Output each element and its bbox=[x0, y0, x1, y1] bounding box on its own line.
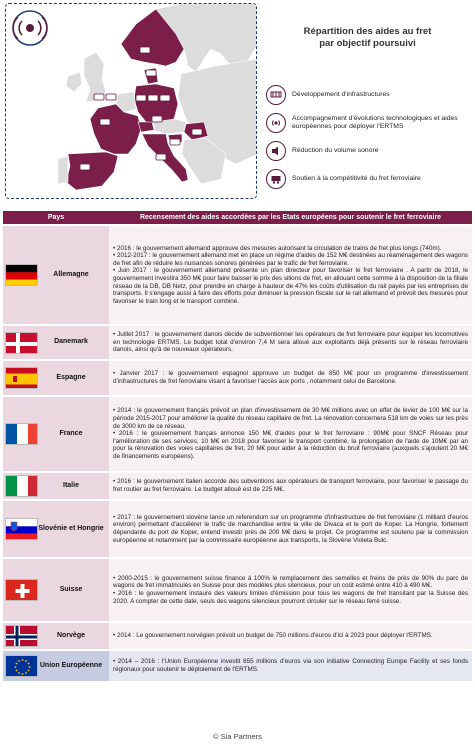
country-name: Italie bbox=[63, 481, 79, 489]
country-cell bbox=[3, 501, 109, 557]
description-cell bbox=[109, 559, 472, 621]
description-item: • 2000-2015 : le gouvernement suisse finance à 100% le remplacement des semelles et freins de près de 90% du parc de wagons de fret immatriculés en Suisse pour des modèles plus silencieux, pour un coût estimé entre 410 à 490 M€. bbox=[113, 574, 468, 590]
table-row bbox=[3, 361, 472, 395]
description-cell bbox=[109, 361, 472, 395]
legend-text-infrastructure: Développement d'infrastructures bbox=[292, 90, 390, 98]
table-row bbox=[3, 651, 472, 681]
description-item: • 2016 : le gouvernement allemand approuve des mesures autorisant la circulation de trains de fret plus longs (740m). bbox=[113, 244, 442, 252]
map-badge-italy bbox=[156, 154, 166, 160]
table-row bbox=[3, 559, 472, 621]
copyright: © Sia Partners bbox=[213, 732, 262, 741]
description-item: • 2014 : Le gouvernement norvégien prévoit un budget de 750 millions d'euros d'ici à 2023 pour déployer l'ERTMS. bbox=[113, 632, 433, 640]
flag-denmark-icon bbox=[5, 332, 38, 354]
flag-spain-icon bbox=[5, 367, 38, 389]
description-item: • Janvier 2017 : le gouvernement espagnol approuve un budget de 850 M€ pour un programme d'investissement d'infrastructures de fret ferroviaire visant à favoriser l'accès aux ports , notamment celui de Barcelone. bbox=[113, 370, 468, 385]
country-name: Allemagne bbox=[53, 270, 89, 278]
europe-map-svg bbox=[6, 4, 257, 199]
page-title-line2: par objectif poursuivi bbox=[319, 38, 416, 49]
description-item: • Juin 2017 : le gouvernement allemand présente un plan directeur pour favoriser le fret ferroviaire . A partir de 2018, le gouvernement investira 350 M€ pour faire baisser le prix des sillons de fret, en allouant cette somme à la disposition de la filiale réseau de la DB, DB Netz, pour prendre en charge à hauteur de 47% les coûts d'utilisation du rail payés par les entreprises de transports. Il s'engage aussi à faire des efforts pour diminuer la pression fiscale sur le rail allemand et prévoit des mesures pour favoriser le train long et le transport combiné. bbox=[113, 267, 468, 305]
flag-norway-icon bbox=[5, 625, 38, 647]
description-item: • Juillet 2017 : le gouvernement danois décide de subventionner les opérateurs de fret ferroviaire pour équiper les locomotives en technologie ERTMS. Le budget total d'environ 7,4 M sera alloué aux exploitants déjà présents sur le réseau ferroviaire danois, ainsi qu'à de nouveaux opérateurs. bbox=[113, 331, 468, 354]
flag-switzerland-icon bbox=[5, 579, 38, 601]
map-badge-france-1 bbox=[94, 94, 104, 100]
description-cell bbox=[109, 326, 472, 359]
description-item: • 2014 : le gouvernement français prévoit un plan d'investissement de 30 M€ millions avec un effet de levier de 100 M€ sur la période 2015-2017 pour améliorer la qualité du réseau capillaire de fret. La rénovation concernera 518 km de voies sur les près de 3000 km de ce réseau. bbox=[113, 407, 468, 430]
description-cell bbox=[109, 473, 472, 499]
map-badge-germany-2 bbox=[148, 95, 158, 101]
description-item: • 2017 : le gouvernement slovène lance un referendum sur un programme d'infrastructure de fret ferroviaire (1 milliard d'euros environ) permettant d'accélérer le trafic de marchandise entre la ville de Divaca et le port de Koper. La Hongrie, fortement dépendante du port de Koper, entend investir près de 200 M€ dans le projet. Ce programme est soutenu par la commission européenne et notamment par la commissaire européenne aux transports, la Slovène Violeta Bulc. bbox=[113, 513, 468, 544]
map-badge-germany-1 bbox=[136, 95, 146, 101]
table-header-row bbox=[3, 211, 472, 224]
map-badge-france-3 bbox=[100, 119, 110, 125]
country-cell bbox=[3, 226, 109, 324]
map-badge-norway bbox=[140, 47, 150, 53]
country-name: Espagne bbox=[56, 373, 86, 381]
map-badge-slovenia bbox=[170, 139, 180, 145]
rail-infrastructure-icon bbox=[266, 85, 286, 105]
table-row bbox=[3, 326, 472, 359]
legend-text-ertms: Accompagnement d'évolutions technologiques et aides européennes pour déployer l'ERTMS bbox=[292, 114, 458, 130]
description-item: • 2014 – 2016 : l'Union Européenne investit 655 millions d'euros via son initiative Connecting Europe Facility et ses fonds régionaux pour soutenir le déploiement de l'ERTMS. bbox=[113, 658, 468, 673]
description-cell bbox=[109, 651, 472, 681]
column-header-country: Pays bbox=[3, 211, 109, 224]
noise-reduction-icon bbox=[266, 141, 286, 161]
map-portugal bbox=[58, 156, 68, 184]
legend-item-infrastructure bbox=[266, 85, 471, 105]
country-cell bbox=[3, 361, 109, 395]
country-name: Norvège bbox=[56, 631, 85, 639]
page-title-line1: Répartition des aides au fret bbox=[303, 26, 432, 37]
legend-text-noise: Réduction du volume sonore bbox=[292, 146, 379, 154]
description-cell bbox=[109, 501, 472, 557]
table-row bbox=[3, 397, 472, 471]
legend-text-competitiveness: Soutien à la compétitivité du fret ferroviaire bbox=[292, 174, 421, 182]
country-name: Slovénie et Hongrie bbox=[38, 524, 104, 532]
flag-france-icon bbox=[5, 423, 38, 445]
map-badge-spain bbox=[80, 164, 90, 170]
description-cell bbox=[109, 397, 472, 471]
map-badge-france-2 bbox=[106, 94, 116, 100]
ertms-signal-icon bbox=[266, 113, 286, 133]
map-badge-germany-3 bbox=[160, 95, 170, 101]
country-cell bbox=[3, 326, 109, 359]
map-spain bbox=[66, 152, 118, 190]
country-cell bbox=[3, 397, 109, 471]
table-row bbox=[3, 501, 472, 557]
description-item: • 2016 : le gouvernement instaure des valeurs limites d'émission pour tous les wagons de fret transitant par la Suisse dès 2020. A compter de cette date, seuls des wagons silencieux pourront circuler sur le réseau ferré suisse. bbox=[113, 590, 468, 605]
flag-eu-icon bbox=[5, 655, 38, 677]
table-row bbox=[3, 473, 472, 499]
map-ireland bbox=[66, 72, 82, 92]
aid-table bbox=[3, 209, 472, 683]
legend bbox=[266, 85, 471, 197]
legend-item-ertms bbox=[266, 113, 471, 133]
country-name: Union Européenne bbox=[39, 661, 103, 669]
flag-germany-icon bbox=[5, 264, 38, 286]
country-name: Suisse bbox=[59, 585, 83, 593]
map-france bbox=[90, 104, 141, 154]
page-title bbox=[270, 26, 465, 50]
flag-italy-icon bbox=[5, 475, 38, 497]
table-row bbox=[3, 226, 472, 324]
country-name: Danemark bbox=[54, 338, 88, 346]
legend-item-noise bbox=[266, 141, 471, 161]
legend-item-competitiveness bbox=[266, 169, 471, 189]
country-cell bbox=[3, 559, 109, 621]
description-cell bbox=[109, 226, 472, 324]
column-header-description: Recensement des aides accordées par les Etats européens pour soutenir le fret ferroviaire bbox=[109, 211, 472, 224]
description-cell bbox=[109, 623, 472, 649]
table-row bbox=[3, 623, 472, 649]
country-name: France bbox=[59, 429, 83, 437]
map-switzerland bbox=[138, 122, 154, 132]
flag-slovenia-icon bbox=[5, 518, 38, 540]
wagon-competitiveness-icon bbox=[266, 169, 286, 189]
map-badge-hungary bbox=[192, 129, 202, 135]
europe-map bbox=[5, 3, 257, 199]
description-item: • 2016 : le gouvernement italien accorde des subventions aux opérateurs de transport ferroviaire, pour favoriser le passage du fret routier au fret ferroviaire. Le budget alloué est de 225 M€. bbox=[113, 478, 468, 493]
map-badge-switzerland bbox=[152, 116, 162, 122]
eu-badge-icon bbox=[13, 11, 47, 45]
description-item: • 2012-2017 : le gouvernement allemand met en place un régime d'aides de 152 M€ destinées au réaménagement des wagons de fret afin de réduire les nuisances sonores générées par le trafic de fret ferroviaire. bbox=[113, 252, 468, 267]
country-cell bbox=[3, 623, 109, 649]
country-cell bbox=[3, 473, 109, 499]
map-badge-denmark bbox=[146, 70, 156, 76]
country-cell bbox=[3, 651, 109, 681]
description-item: • 2016 : le gouvernement français annonce 150 M€ d'aides pour le fret ferroviaire : 90M€ pour SNCF Réseau pour l'amélioration de ses services, 10 M€ en 2018 pour favoriser le transport combiné, la prolongation de l'aide de 10M€ par an pour la rénovation des voies capillaires de fret, 20 M€ pour aider à la réduction du bruit ferroviaire (auxquels s'ajoutent 20 M€ de financements européens). bbox=[113, 430, 468, 460]
